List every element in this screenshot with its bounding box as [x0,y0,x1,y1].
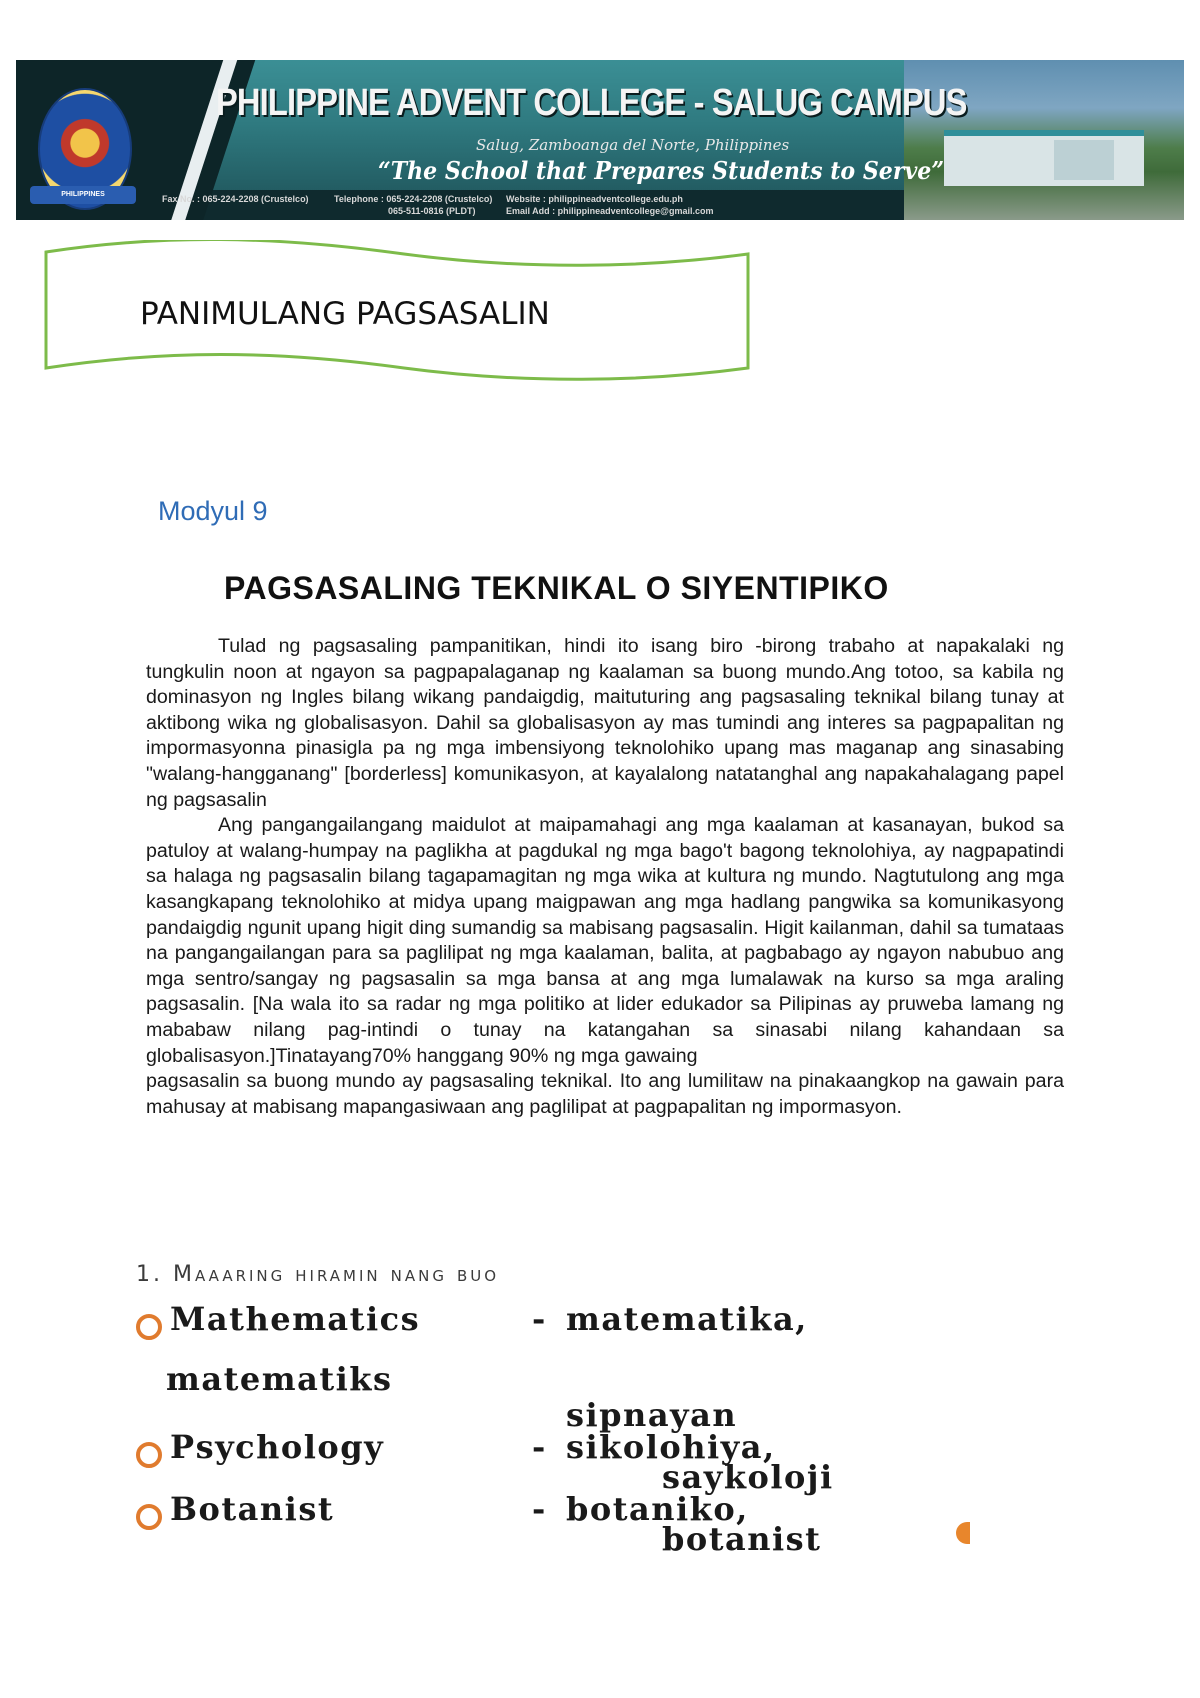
translation-sipnayan: sipnayan [566,1396,738,1434]
paragraph-2: Ang pangangailangang maidulot at maipamahagi ang mga kaalaman at kasanayan, bukod sa patuloy at walang-humpay na paglikha at pagdukal ng mga bago't bagong teknolohiya, ay nagpapatindi sa halaga ng pagsasalin bilang tagapamagitan ng mga wika at kultura ng mundo. Nagtutulong ang mga kasangkapang teknolohiko at midya upang maigpawan ang mga hadlang pangwika sa komunikasyong pandaigdig ngunit upang higit ding sumandig sa mabisang pagsasalin. Higit kailanman, dahil sa tumataas na pangangailangan para sa paglilipat ng mga kaalaman, balita, at pagbabago ay ngayon nabubuo ang mga sentro/sangay ng pagsasalin sa mga bansa at ang mga lumalawak na kurso sa mga araling pagsasalin. [Na wala ito sa radar ng mga politiko at lider edukador sa Pilipinas ay pruweba lamang ng mababaw nilang pag-intindi o tunay na katangahan sa sinasabi nilang kahandaan sa globalisasyon.]Tinatayang70% hanggang 90% ng mga gawaing [146,814,1064,1067]
module-label: Modyul 9 [158,496,268,526]
fax-number: Fax No. : 065-224-2208 (Crustelco) [162,194,309,204]
lesson-title: PAGSASALING TEKNIKAL O SIYENTIPIKO [224,570,889,606]
term-psychology: Psychology [170,1428,385,1466]
term-botanist: Botanist [170,1490,335,1528]
paragraph-1: Tulad ng pagsasaling pampanitikan, hindi ito isang biro -birong trabaho at napakalaki ng tungkulin noon at ngayon sa pagpapalaganap ng kaalaman sa buong mundo.Ang totoo, sa kabila ng dominasyon ng Ingles bilang wikang pandaigdig, maituturing ang pagsasaling teknikal bilang tunay at aktibong wika ng globalisasyon. Dahil sa globalisasyon ay mas tumindi ang interes sa pagpapalitan ng impormasyonna pinasigla pa ng mga imbensiyong teknolohiko upang mas maganap ang sinasabing "walang-hangganang" [borderless] komunikasyon, at kayalalong natatanghal ang napakahalagang papel ng pagsasalin [146,635,1064,811]
translation-saykoloji: saykoloji [662,1458,834,1496]
campus-building-wing [1054,140,1114,180]
lesson-body [146,634,1064,1120]
school-location: Salug, Zamboanga del Norte, Philippines [476,136,790,154]
slide-heading: 1. Maaaring hiramin nang buo [136,1262,500,1287]
decorative-dot [956,1522,970,1544]
school-motto: “The School that Prepares Students to Serve” [378,156,945,185]
dash: - [532,1428,547,1466]
telephone-number-2: 065-511-0816 (PLDT) [388,206,476,216]
course-title: PANIMULANG PAGSASALIN [140,296,550,332]
translation-matematiks: matematiks [166,1360,393,1398]
email-address: Email Add : philippineadventcollege@gmail.com [506,206,714,216]
dash: - [532,1490,547,1528]
bullet-icon [136,1314,162,1340]
translation-sikolohiya: sikolohiya, [566,1428,776,1466]
bullet-icon [136,1504,162,1530]
telephone-number: Telephone : 065-224-2208 (Crustelco) [334,194,493,204]
translation-botaniko: botaniko, [566,1490,749,1528]
translation-matematika: matematika, [566,1300,808,1338]
dash: - [532,1300,547,1338]
paragraph-3: pagsasalin sa buong mundo ay pagsasaling teknikal. Ito ang lumilitaw na pinakaangkop na gawain para mahusay at mabisang mapangasiwaan ang paglilipat at pagpapalitan ng impormasyon. [146,1070,1064,1118]
translation-botanist: botanist [662,1520,822,1558]
campus-building [944,130,1144,186]
seal-ribbon: PHILIPPINES [30,186,136,204]
bullet-icon [136,1442,162,1468]
website: Website : philippineadventcollege.edu.ph [506,194,683,204]
school-name: PHILIPPINE ADVENT COLLEGE - SALUG CAMPUS [216,82,967,124]
header-banner [16,60,1184,220]
term-mathematics: Mathematics [170,1300,421,1338]
